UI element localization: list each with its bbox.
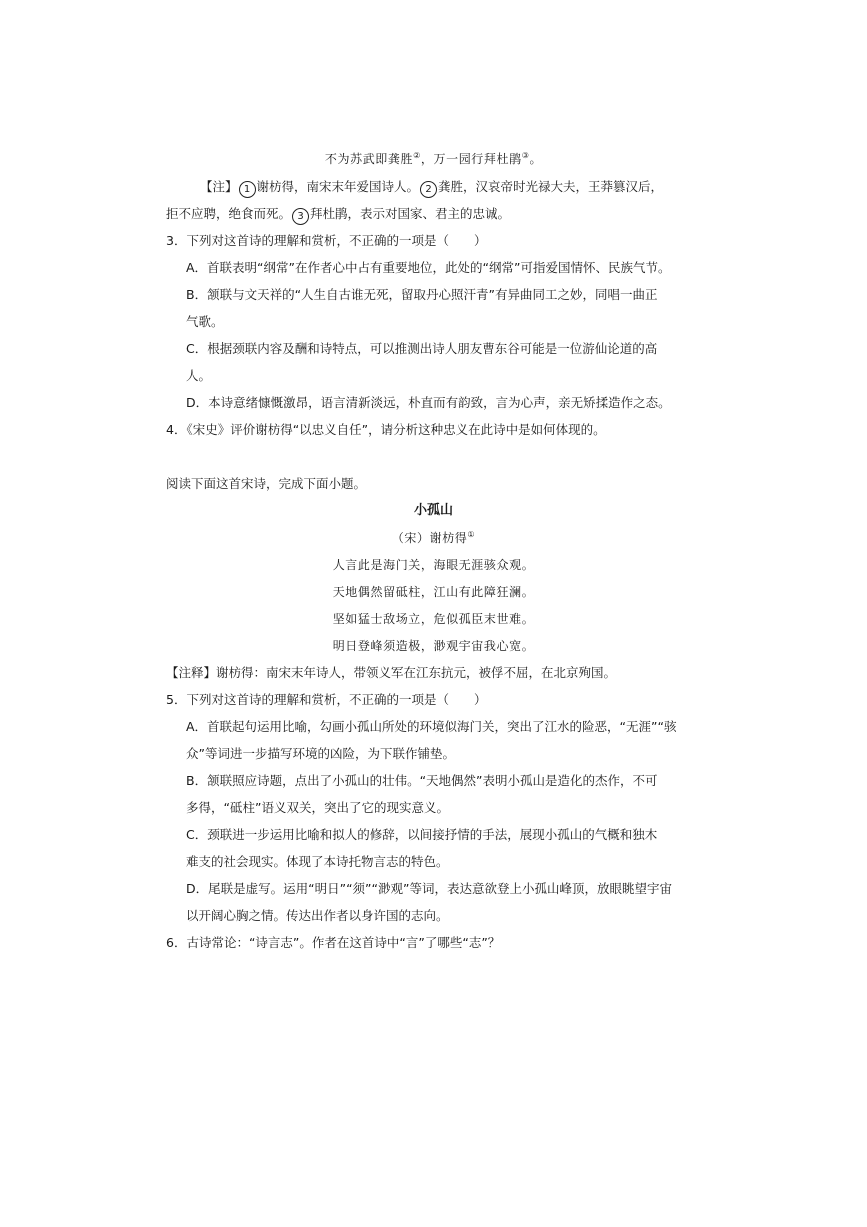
author-text: （宋）谢枋得 <box>391 531 468 545</box>
question-5-option-d: D．尾联是虚写。运用“明日”“须”“渺观”等词，表达意欲登上小孤山峰顶，放眼眺望宇宙 <box>186 881 672 896</box>
question-3-option-c: C．根据颈联内容及酬和诗特点，可以推测出诗人朋友曹东谷可能是一位游仙论道的高 <box>186 341 658 356</box>
note-number: 1 <box>239 181 256 198</box>
note-line-2 <box>166 205 510 225</box>
question-3-option-c-cont: 人。 <box>186 368 212 383</box>
question-3-option-a: A．首联表明“纲常”在作者心中占有重要地位，此处的“纲常”可指爱国情怀、民族气节。 <box>186 260 671 275</box>
note-line-1 <box>200 178 663 198</box>
poem-text-c: 。 <box>529 152 543 166</box>
question-5-stem: 5．下列对这首诗的理解和赏析，不正确的一项是（ ） <box>166 692 487 707</box>
question-5-option-a: A．首联起句运用比喻，勾画小孤山所处的环境似海门关，突出了江水的险恶，“无涯”“骇 <box>186 719 677 734</box>
footnote-mark: ① <box>467 530 476 539</box>
poem-title: 小孤山 <box>413 503 453 518</box>
note-text: 拜杜鹃，表示对国家、君主的忠诚。 <box>310 206 511 221</box>
poem-note: 【注释】谢枋得：南宋末年诗人，带领义军在江东抗元，被俘不屈，在北京殉国。 <box>166 665 617 680</box>
question-6-stem: 6．古诗常论：“诗言志”。作者在这首诗中“言”了哪些“志”？ <box>166 935 501 950</box>
poem-line-3: 坚如猛士敌场立，危似孤臣末世难。 <box>332 612 535 626</box>
question-5-option-d-cont: 以开阔心胸之情。传达出作者以身许国的志向。 <box>186 908 449 923</box>
poem-last-line <box>0 150 867 168</box>
poem-text-a: 不为苏武即龚胜 <box>324 152 414 166</box>
poem-author <box>0 529 867 547</box>
reading-instruction: 阅读下面这首宋诗，完成下面小题。 <box>166 476 367 491</box>
note-text: 拒不应聘，绝食而死。 <box>166 206 292 221</box>
question-5-option-c: C．颈联进一步运用比喻和拟人的修辞，以间接抒情的手法，展现小孤山的气概和独木 <box>186 827 658 842</box>
question-3-stem: 3．下列对这首诗的理解和赏析，不正确的一项是（ ） <box>166 233 487 248</box>
question-3-option-b-cont: 气歌。 <box>186 314 224 329</box>
note-number: 3 <box>292 208 309 225</box>
note-text: 龚胜，汉哀帝时光禄大夫，王莽篡汉后， <box>438 179 664 194</box>
question-5-option-a-cont: 众”等词进一步描写环境的凶险，为下联作铺垫。 <box>186 746 455 761</box>
question-4-stem: 4．《宋史》评价谢枋得“以忠义自任”，请分析这种忠义在此诗中是如何体现的。 <box>166 422 606 437</box>
question-5-option-c-cont: 难支的社会现实。体现了本诗托物言志的特色。 <box>186 854 449 869</box>
note-number: 2 <box>420 181 437 198</box>
footnote-mark: ② <box>413 151 421 160</box>
note-text: 谢枋得，南宋末年爱国诗人。 <box>256 179 420 194</box>
poem-line-1: 人言此是海门关，海眼无涯骇众观。 <box>332 558 535 572</box>
poem-line-4: 明日登峰须造极，渺观宇宙我心宽。 <box>332 639 535 653</box>
footnote-mark: ③ <box>521 151 530 160</box>
note-label: 【注】 <box>200 179 238 194</box>
poem-line-2: 天地偶然留砥柱，江山有此障狂澜。 <box>332 585 535 599</box>
question-5-option-b-cont: 多得，“砥柱”语义双关，突出了它的现实意义。 <box>186 800 449 815</box>
question-3-option-d: D．本诗意绪慷慨激昂，语言清新淡远，朴直而有韵致，言为心声，亲无矫揉造作之态。 <box>186 395 671 410</box>
poem-text-b: ，万一园行拜杜鹃 <box>420 152 522 166</box>
question-3-option-b: B．颔联与文天祥的“人生自古谁无死，留取丹心照汗青”有异曲同工之妙，同唱一曲正 <box>186 287 658 302</box>
question-5-option-b: B．颔联照应诗题，点出了小孤山的壮伟。“天地偶然”表明小孤山是造化的杰作，不可 <box>186 773 658 788</box>
